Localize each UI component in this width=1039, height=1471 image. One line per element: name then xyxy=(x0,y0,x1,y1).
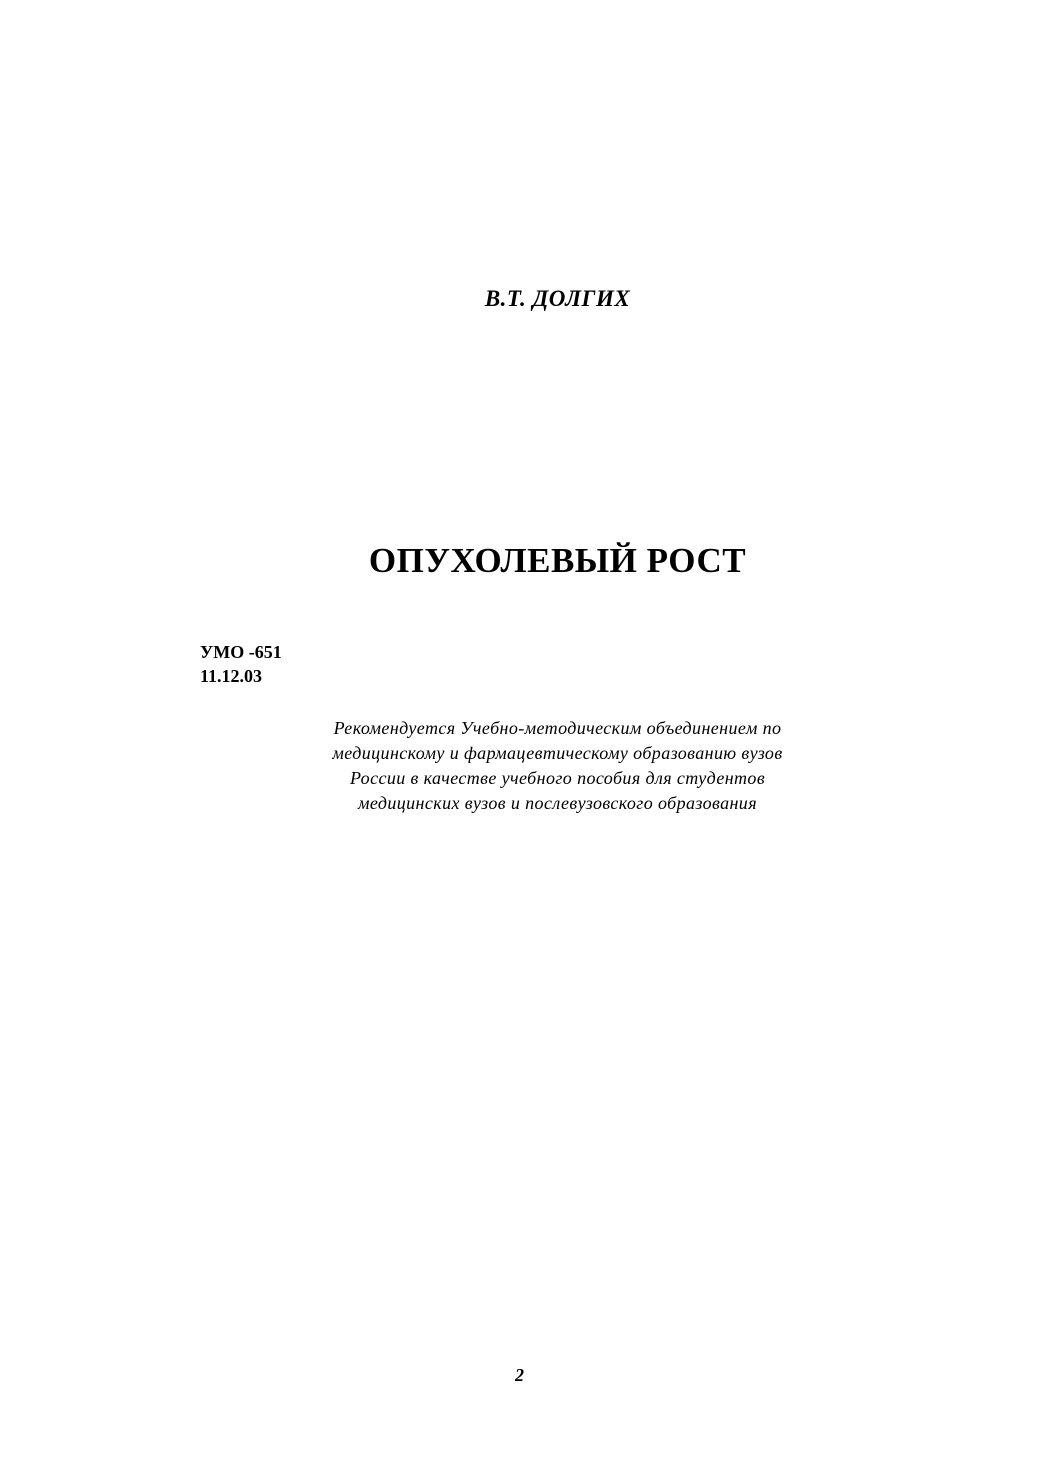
approval-code: УМО -651 xyxy=(200,642,282,662)
recommendation-line-3: России в качестве учебного пособия для студентов xyxy=(349,768,766,788)
approval-date: 11.12.03 xyxy=(200,666,263,686)
recommendation-line-4: медицинских вузов и послевузовского образования xyxy=(358,793,757,813)
document-title: ОПУХОЛЕВЫЙ РОСТ xyxy=(368,541,747,580)
page-number: 2 xyxy=(515,1365,524,1385)
recommendation-text xyxy=(270,716,845,816)
recommendation-line-2: медицинскому и фармацевтическому образованию вузов xyxy=(332,743,783,763)
approval-block xyxy=(200,640,282,688)
recommendation-line-1: Рекомендуется Учебно-методическим объединением по xyxy=(333,718,782,738)
author-name: В.Т. ДОЛГИХ xyxy=(484,286,631,311)
